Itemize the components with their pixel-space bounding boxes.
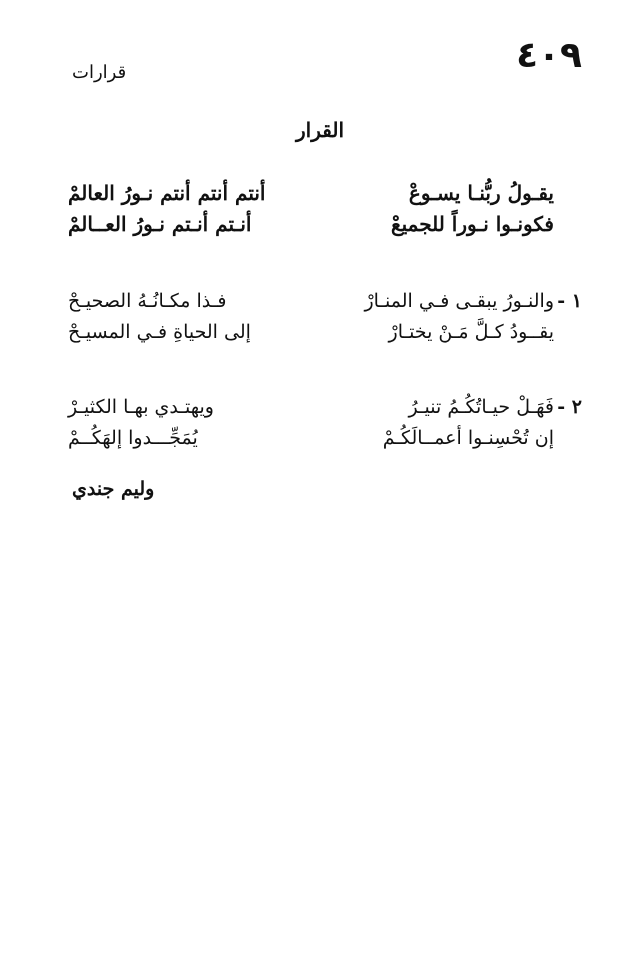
- verse-first-hemistich: إن تُحْسِنـوا أعمــالَكُـمْ: [382, 427, 554, 449]
- verse-line: [60, 317, 582, 348]
- verse-first-hemistich: يقــودُ كـلَّ مَـنْ يختـارْ: [388, 321, 554, 343]
- author-name: وليم جندي: [72, 478, 155, 500]
- verse-second-hemistich: ويهتـدي بهـا الكثيـرْ: [68, 396, 214, 418]
- running-header: قرارات: [72, 62, 127, 83]
- verse-line: [60, 209, 582, 240]
- verse-line: [60, 286, 582, 317]
- stanza-number: ٢ -: [557, 396, 582, 418]
- stanza-1: [60, 286, 582, 348]
- page-number: ٤٠٩: [516, 35, 582, 76]
- verse-second-hemistich: أنـتم أنـتم نـورُ العــالمْ: [68, 212, 252, 236]
- hymn-title: القرار: [295, 118, 345, 142]
- verse-second-hemistich: أنتم أنتم أنتم نـورُ العالمْ: [68, 181, 266, 205]
- verse-second-hemistich: إلى الحياةِ فـي المسيـحْ: [68, 321, 251, 343]
- verse-first-hemistich: يقـولُ ربُّنـا يسـوعْ: [408, 181, 554, 205]
- verse-line: [60, 178, 582, 209]
- verse-first-hemistich: فَهَـلْ حيـاتُكُـمُ تنيـرُ: [408, 396, 554, 418]
- stanza-number: ١ -: [557, 290, 582, 312]
- verse-line: [60, 392, 582, 423]
- chorus: [60, 178, 582, 240]
- verse-second-hemistich: يُمَجِّـــدوا إلهَكُــمْ: [68, 427, 198, 449]
- verse-line: [60, 423, 582, 454]
- stanza-2: [60, 392, 582, 454]
- verse-first-hemistich: والنـورُ يبقـى فـي المنـارْ: [364, 290, 554, 312]
- verse-first-hemistich: فكونـوا نـوراً للجميعْ: [390, 212, 554, 236]
- verse-second-hemistich: فـذا مكـانُـهُ الصحيـحْ: [68, 290, 227, 312]
